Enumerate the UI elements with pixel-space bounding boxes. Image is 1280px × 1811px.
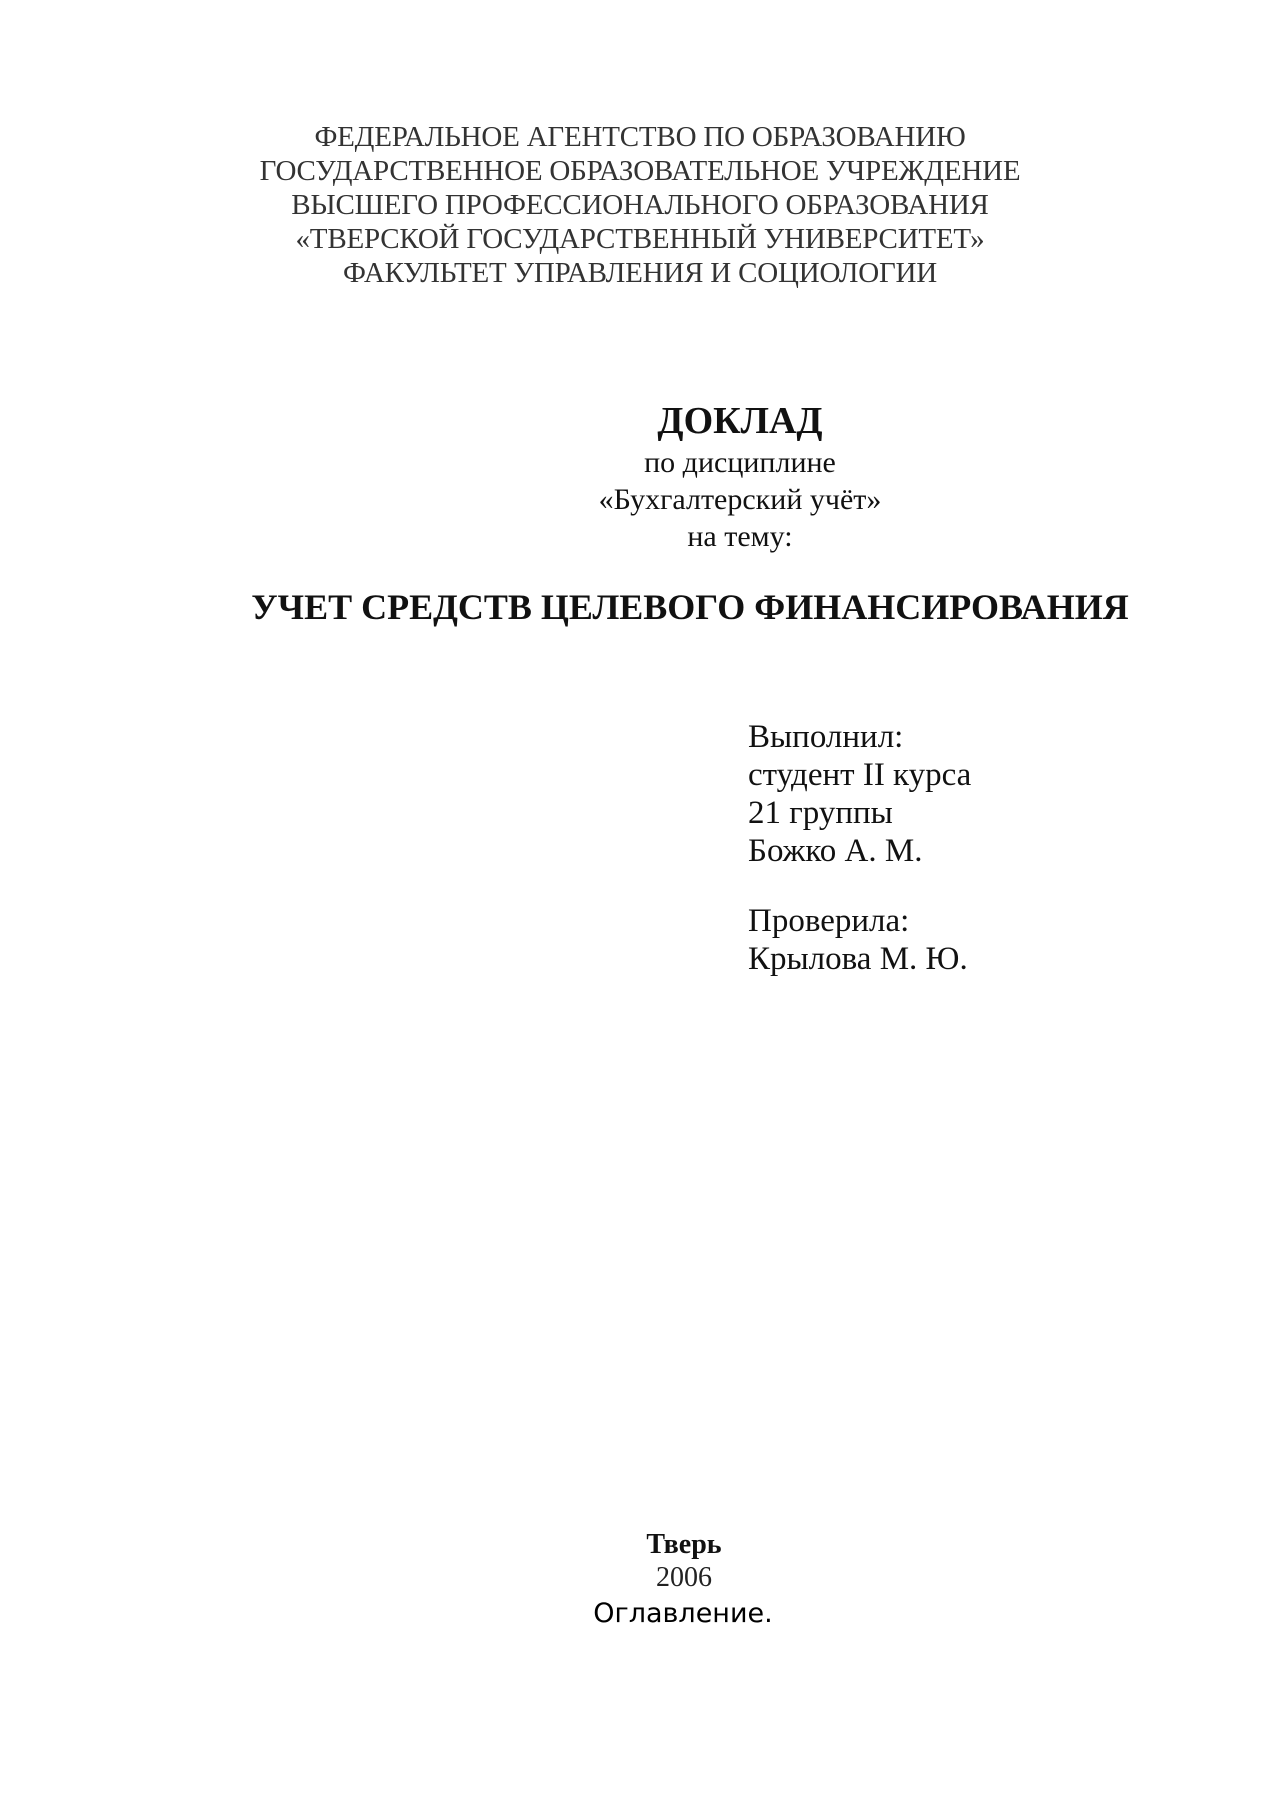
authors-block — [748, 718, 1248, 978]
report-topic-text: УЧЕТ СРЕДСТВ ЦЕЛЕВОГО ФИНАНСИРОВАНИЯ — [251, 587, 1129, 627]
institution-line-agency: ФЕДЕРАЛЬНОЕ АГЕНТСТВО ПО ОБРАЗОВАНИЮ — [314, 121, 966, 153]
student-group: 21 группы — [748, 795, 893, 831]
institution-line-university: «ТВЕРСКОЙ ГОСУДАРСТВЕННЫЙ УНИВЕРСИТЕТ» — [295, 223, 985, 255]
topic-prefix: на тему: — [687, 520, 793, 553]
footer-block — [0, 1528, 1280, 1634]
discipline-name: «Бухгалтерский учёт» — [598, 483, 882, 516]
performed-label: Выполнил: — [748, 719, 904, 755]
discipline-prefix: по дисциплине — [644, 446, 836, 479]
report-topic — [0, 584, 1280, 630]
checked-label: Проверила: — [748, 903, 910, 939]
institution-line-faculty: ФАКУЛЬТЕТ УПРАВЛЕНИЯ И СОЦИОЛОГИИ — [342, 257, 938, 289]
city-name: Тверь — [646, 1529, 722, 1560]
report-heading-block — [0, 398, 1280, 555]
report-title: ДОКЛАД — [657, 400, 823, 442]
institution-line-higher-education: ВЫСШЕГО ПРОФЕССИОНАЛЬНОГО ОБРАЗОВАНИЯ — [291, 189, 989, 221]
student-course: студент II курса — [748, 757, 972, 793]
year: 2006 — [656, 1562, 712, 1593]
student-name: Божко А. М. — [748, 833, 923, 869]
authors-spacer — [748, 870, 1248, 902]
institution-header — [0, 120, 1280, 290]
checker-name: Крылова М. Ю. — [748, 941, 968, 977]
toc-heading: Оглавление. — [593, 1598, 773, 1629]
institution-line-state-institution: ГОСУДАРСТВЕННОЕ ОБРАЗОВАТЕЛЬНОЕ УЧРЕЖДЕНИЕ — [259, 155, 1021, 187]
